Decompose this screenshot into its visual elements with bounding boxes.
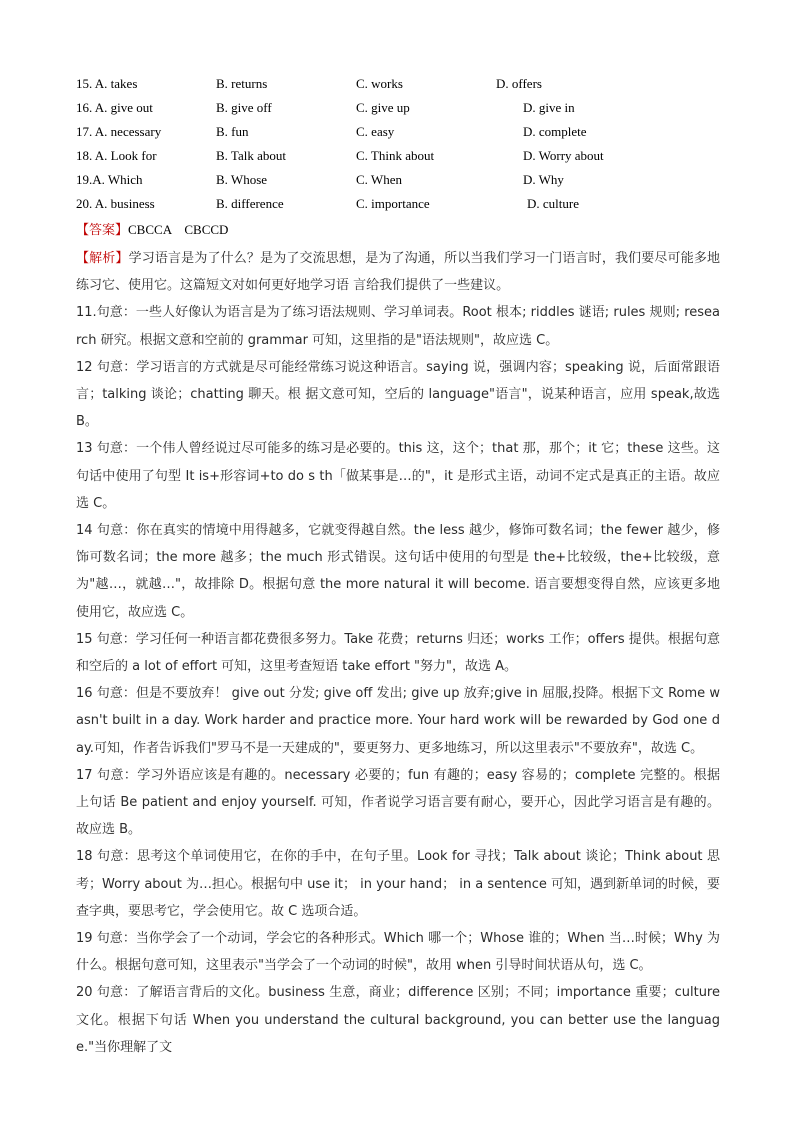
option-a: 16. A. give out — [76, 100, 153, 115]
option-b: B. difference — [216, 196, 284, 211]
option-a: 20. A. business — [76, 196, 155, 211]
option-row-17 — [76, 123, 736, 147]
option-b: B. Whose — [216, 172, 268, 187]
explanation-11: 11.句意：一些人好像认为语言是为了练习语法规则、学习单词表。Root 根本; riddles 谜语; rules 规则; research 研究。根据文意和空前的 grammar 可知，这里指的是"语法规则"，故应选 C。 — [76, 305, 720, 348]
explanation-19: 19 句意：当你学会了一个动词，学会它的各种形式。Which 哪一个；Whose 谁的；When 当…时候；Why 为什么。根据句意可知，这里表示"当学会了一个动词的时候"，故用 when 引导时间状语从句，选 C。 — [76, 931, 720, 974]
option-d: D. give in — [523, 100, 575, 115]
option-row-15 — [76, 75, 736, 99]
option-b: B. give off — [216, 100, 272, 115]
explanation-16: 16 句意：但是不要放弃！ give out 分发; give off 发出; give up 放弃;give in 屈服,投降。根据下文 Rome wasn't built in a day. Work harder and practice more. Your hard work will be rewarded by God one day.可知，作者告诉我们"罗马不是一天建成的"，要更努力、更多地练习，所以这里表示"不要放弃"，故选 C。 — [76, 686, 720, 756]
option-c: C. works — [356, 76, 403, 91]
analysis-section — [76, 245, 720, 1061]
option-d: D. offers — [496, 76, 542, 91]
option-b: B. returns — [216, 76, 268, 91]
option-a: 15. A. takes — [76, 76, 138, 91]
option-c: C. give up — [356, 100, 410, 115]
option-d: D. culture — [527, 196, 579, 211]
option-b: B. Talk about — [216, 148, 286, 163]
option-a: 18. A. Look for — [76, 148, 157, 163]
explanation-13: 13 句意：一个伟人曾经说过尽可能多的练习是必要的。this 这，这个；that 那，那个；it 它；these 这些。这句话中使用了句型 It is+形容词+to do s th「做某事是…的"，it 是形式主语，动词不定式是真正的主语。故应选 C。 — [76, 441, 720, 511]
explanation-15: 15 句意：学习任何一种语言都花费很多努力。Take 花费；returns 归还；works 工作；offers 提供。根据句意和空后的 a lot of effort 可知，这里考查短语 take effort "努力"，故选 A。 — [76, 631, 720, 675]
option-d: D. Why — [523, 172, 564, 187]
explanation-12: 12 句意：学习语言的方式就是尽可能经常练习说这种语言。saying 说，强调内容；speaking 说，后面常跟语言；talking 谈论；chatting 聊天。根 据文意可知，空后的 language"语言"，说某种语言，应用 speak,故选 B。 — [76, 359, 720, 430]
option-row-16 — [76, 99, 736, 123]
analysis-intro-text: 学习语言是为了什么？是为了交流思想，是为了沟通，所以当我们学习一门语言时，我们要尽可能多地练习它、使用它。这篇短文对如何更好地学习语 言给我们提供了一些建议。 — [76, 251, 720, 294]
explanation-18: 18 句意：思考这个单词使用它，在你的手中，在句子里。Look for 寻找；Talk about 谈论；Think about 思考；Worry about 为…担心。根据句中 use it； in your hand； in a sentence 可知，遇到新单词的时候，要查字典，要思考它，学会使用它。故 C 选项合适。 — [76, 849, 720, 919]
answer-options — [76, 75, 736, 219]
answer-label: 【答案】 — [76, 223, 129, 238]
analysis-intro — [76, 245, 720, 299]
option-c: C. importance — [356, 196, 430, 211]
answer-line — [76, 221, 228, 240]
explanation-17: 17 句意：学习外语应该是有趣的。necessary 必要的；fun 有趣的；easy 容易的；complete 完整的。根据上句话 Be patient and enjoy yourself. 可知，作者说学习语言要有耐心，要开心，因此学习语言是有趣的。故应选 B。 — [76, 767, 720, 838]
option-d: D. Worry about — [523, 148, 604, 163]
option-a: 17. A. necessary — [76, 124, 162, 139]
option-c: C. Think about — [356, 148, 435, 163]
option-row-20 — [76, 195, 736, 219]
answer-value: CBCCA CBCCD — [128, 222, 229, 237]
option-row-18 — [76, 147, 736, 171]
explanation-14: 14 句意：你在真实的情境中用得越多，它就变得越自然。the less 越少，修饰可数名词；the fewer 越少，修饰可数名词；the more 越多；the much 形式错误。这句话中使用的句型是 the+比较级，the+比较级，意为"越…，就越…"，故排除 D。根据句意 the more natural it will become. 语言要想变得自然，应该更多地使用它，故应选 C。 — [76, 523, 720, 620]
option-row-19 — [76, 171, 736, 195]
option-c: C. easy — [356, 124, 395, 139]
option-b: B. fun — [216, 124, 249, 139]
option-c: C. When — [356, 172, 402, 187]
explanation-20: 20 句意：了解语言背后的文化。business 生意，商业；difference 区别；不同；importance 重要；culture 文化。根据下句话 When you understand the cultural background, you can better use the language."当你理解了文 — [76, 985, 720, 1055]
analysis-label: 【解析】 — [76, 251, 129, 266]
option-a: 19.A. Which — [76, 172, 143, 187]
option-d: D. complete — [523, 124, 587, 139]
